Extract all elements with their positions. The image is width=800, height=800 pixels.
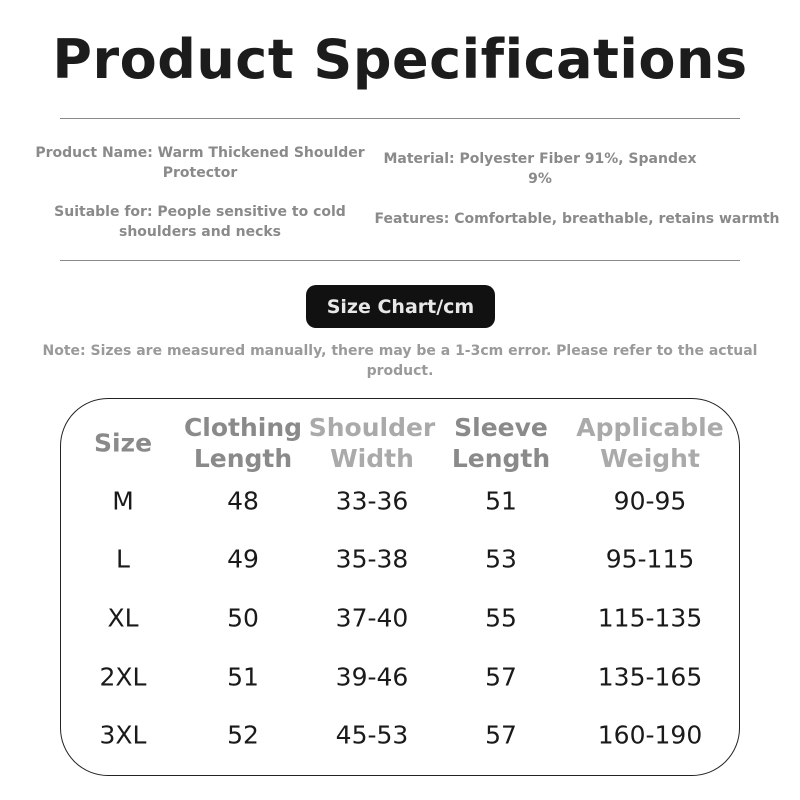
table-cell: XL: [107, 603, 139, 633]
table-cell: 33-36: [335, 486, 409, 516]
header-size: Size: [93, 428, 153, 458]
header-clothing-length: Clothing Length: [183, 413, 303, 473]
table-cell: 135-165: [597, 662, 703, 692]
features-info: Features: Comfortable, breathable, retains warmth: [374, 211, 780, 227]
size-chart-label: Size Chart/cm: [326, 295, 475, 318]
table-cell: 35-38: [335, 544, 409, 574]
material-info: Material: Polyester Fiber 91%, Spandex 9%: [383, 151, 697, 187]
table-cell: 57: [485, 720, 517, 750]
table-cell: 51: [227, 662, 259, 692]
suitable-for-info: Suitable for: People sensitive to cold shoulders and necks: [54, 204, 346, 240]
divider-bottom: [60, 260, 740, 261]
table-cell: 57: [485, 662, 517, 692]
header-applicable-weight: Applicable Weight: [576, 413, 724, 473]
table-cell: 52: [227, 720, 259, 750]
measurement-note: Note: Sizes are measured manually, there may be a 1-3cm error. Please refer to the actual product.: [42, 343, 758, 379]
table-cell: M: [112, 486, 134, 516]
size-chart-badge: [306, 285, 495, 328]
header-sleeve-length: Sleeve Length: [451, 413, 551, 473]
product-name-info: Product Name: Warm Thickened Shoulder Protector: [35, 145, 365, 181]
table-cell: 160-190: [597, 720, 703, 750]
table-cell: 115-135: [597, 603, 703, 633]
table-cell: 95-115: [605, 544, 695, 574]
table-cell: 39-46: [335, 662, 409, 692]
table-cell: 50: [227, 603, 259, 633]
page-title: Product Specifications: [52, 28, 748, 91]
table-cell: 55: [485, 603, 517, 633]
table-cell: 51: [485, 486, 517, 516]
table-cell: 90-95: [613, 486, 687, 516]
table-cell: 45-53: [335, 720, 409, 750]
table-cell: 48: [227, 486, 259, 516]
table-cell: 37-40: [335, 603, 409, 633]
table-cell: 49: [227, 544, 259, 574]
table-cell: 53: [485, 544, 517, 574]
table-cell: L: [116, 544, 130, 574]
header-shoulder-width: Shoulder Width: [308, 413, 436, 473]
table-cell: 3XL: [99, 720, 147, 750]
divider-top: [60, 118, 740, 119]
table-cell: 2XL: [99, 662, 147, 692]
